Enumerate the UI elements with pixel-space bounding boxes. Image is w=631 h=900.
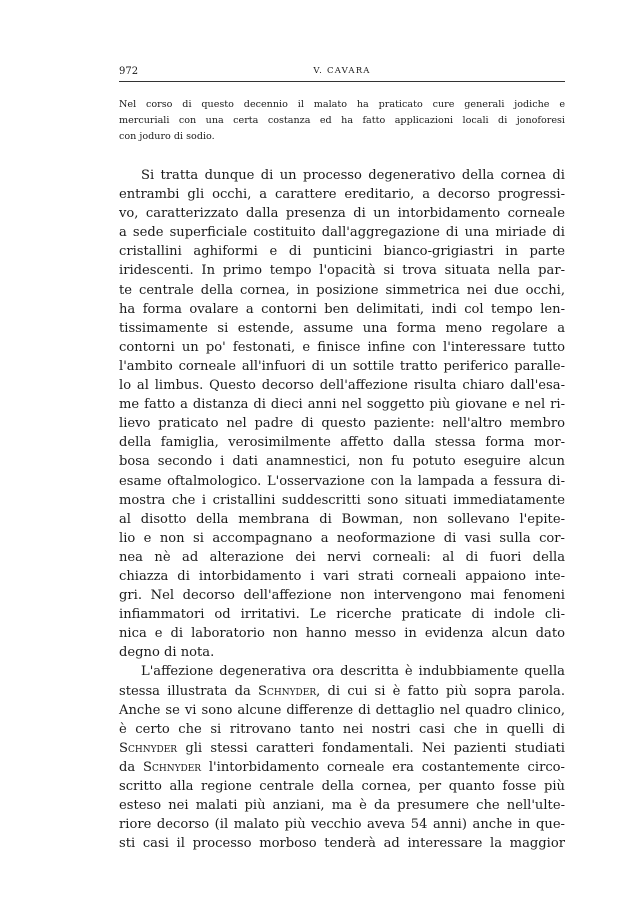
text-line: esteso nei malati più anziani, ma è da presumere che nell'ulte-: [119, 798, 565, 814]
text-line: esame oftalmologico. L'osservazione con la lampada a fessura di-: [119, 473, 565, 489]
text-line: della famiglia, verosimilmente affetto dalla stessa forma mor-: [119, 435, 565, 451]
author-name: Schnyder: [142, 759, 202, 775]
text-line: cristallini aghiformi e di punticini bianco-grigiastri in parte: [119, 244, 565, 260]
text-line: a sede superficiale costituito dall'aggregazione di una miriade di: [119, 225, 565, 241]
text-fragment: da: [119, 759, 136, 775]
text-line: contorni un po' festonati, e finisce infine con l'interessare tutto: [119, 339, 565, 355]
footnote-line: con joduro di sodio.: [119, 131, 215, 142]
text-line: lio e non si accompagnano a neoformazione di vasi sulla cor-: [119, 530, 565, 546]
author-name: Schnyder: [258, 683, 317, 699]
page-number: 972: [119, 66, 139, 77]
text-fragment: stessa illustrata da: [119, 683, 251, 699]
text-line: riore decorso (il malato più vecchio aveva 54 anni) anche in que-: [119, 817, 565, 833]
text-line: iridescenti. In primo tempo l'opacità si trova situata nella par-: [119, 263, 565, 279]
text-line: l'ambito corneale all'infuori di un sottile tratto periferico paralle-: [119, 358, 565, 374]
text-line: te centrale della cornea, in posizione simmetrica nei due occhi,: [119, 282, 565, 298]
text-line: infiammatori od irritativi. Le ricerche praticate di indole cli-: [119, 607, 565, 623]
text-line: me fatto a distanza di dieci anni nel soggetto più giovane e nel ri-: [119, 397, 565, 413]
text-line: scritto alla regione centrale della cornea, per quanto fosse più: [119, 779, 565, 794]
page-header: [119, 66, 565, 82]
text-fragment: l'intorbidamento corneale era costantemente circo-: [201, 759, 565, 775]
text-line: al disotto della membrana di Bowman, non sollevano l'epite-: [119, 511, 565, 527]
footnote-line: Nel corso di questo decennio il malato ha praticato cure generali jodiche e: [119, 99, 565, 110]
author-name: Schnyder: [119, 740, 178, 756]
text-line: [119, 758, 565, 777]
text-fragment: gli stessi caratteri fondamentali. Nei pazienti studiati: [177, 740, 565, 756]
text-line: nica e di laboratorio non hanno messo in evidenza alcun dato: [119, 626, 565, 642]
text-line: ha forma ovalare a contorni ben delimitati, indi col tempo len-: [119, 301, 565, 317]
header-rule: [119, 81, 565, 82]
text-line: chiazza di intorbidamento i vari strati corneali appaiono inte-: [119, 568, 565, 584]
running-head: V. CAVARA: [313, 66, 371, 76]
footnote: [119, 97, 565, 145]
text-line: vo, caratterizzato dalla presenza di un intorbidamento corneale: [119, 206, 565, 222]
text-line: bosa secondo i dati anamnestici, non fu potuto eseguire alcun: [119, 454, 565, 470]
text-line: tissimamente si estende, assume una forma meno regolare a: [119, 320, 565, 336]
text-line: è certo che si ritrovano tanto nei nostri casi che in quelli di: [119, 721, 565, 737]
text-line: lo al limbus. Questo decorso dell'affezione risulta chiaro dall'esa-: [119, 378, 565, 394]
paragraph-1: [119, 166, 565, 662]
text-line: gri. Nel decorso dell'affezione non intervengono mai fenomeni: [119, 588, 565, 604]
text-line: degno di nota.: [119, 645, 215, 661]
text-line: Si tratta dunque di un processo degenerativo della cornea di: [141, 168, 565, 183]
text-line: sti casi il processo morboso tenderà ad interessare la maggior: [119, 836, 565, 852]
body-text: [119, 166, 565, 853]
text-line: Anche se vi sono alcune differenze di dettaglio nel quadro clinico,: [119, 702, 565, 718]
text-line: [119, 682, 565, 701]
text-line: lievo praticato nel padre di questo paziente: nell'altro membro: [119, 416, 565, 432]
text-fragment: , di cui si è fatto più sopra parola.: [316, 683, 565, 699]
text-line: entrambi gli occhi, a carattere ereditario, a decorso progressi-: [119, 187, 565, 203]
footnote-line: mercuriali con una certa costanza ed ha fatto applicazioni locali di jonoforesi: [119, 115, 565, 126]
text-line: mostra che i cristallini suddescritti sono situati immediatamente: [119, 492, 565, 508]
text-line: L'affezione degenerativa ora descritta è indubbiamente quella: [141, 664, 565, 680]
paragraph-2: [119, 662, 565, 853]
text-line: [119, 739, 565, 758]
text-line: nea nè ad alterazione dei nervi corneali: al di fuori della: [119, 549, 565, 565]
